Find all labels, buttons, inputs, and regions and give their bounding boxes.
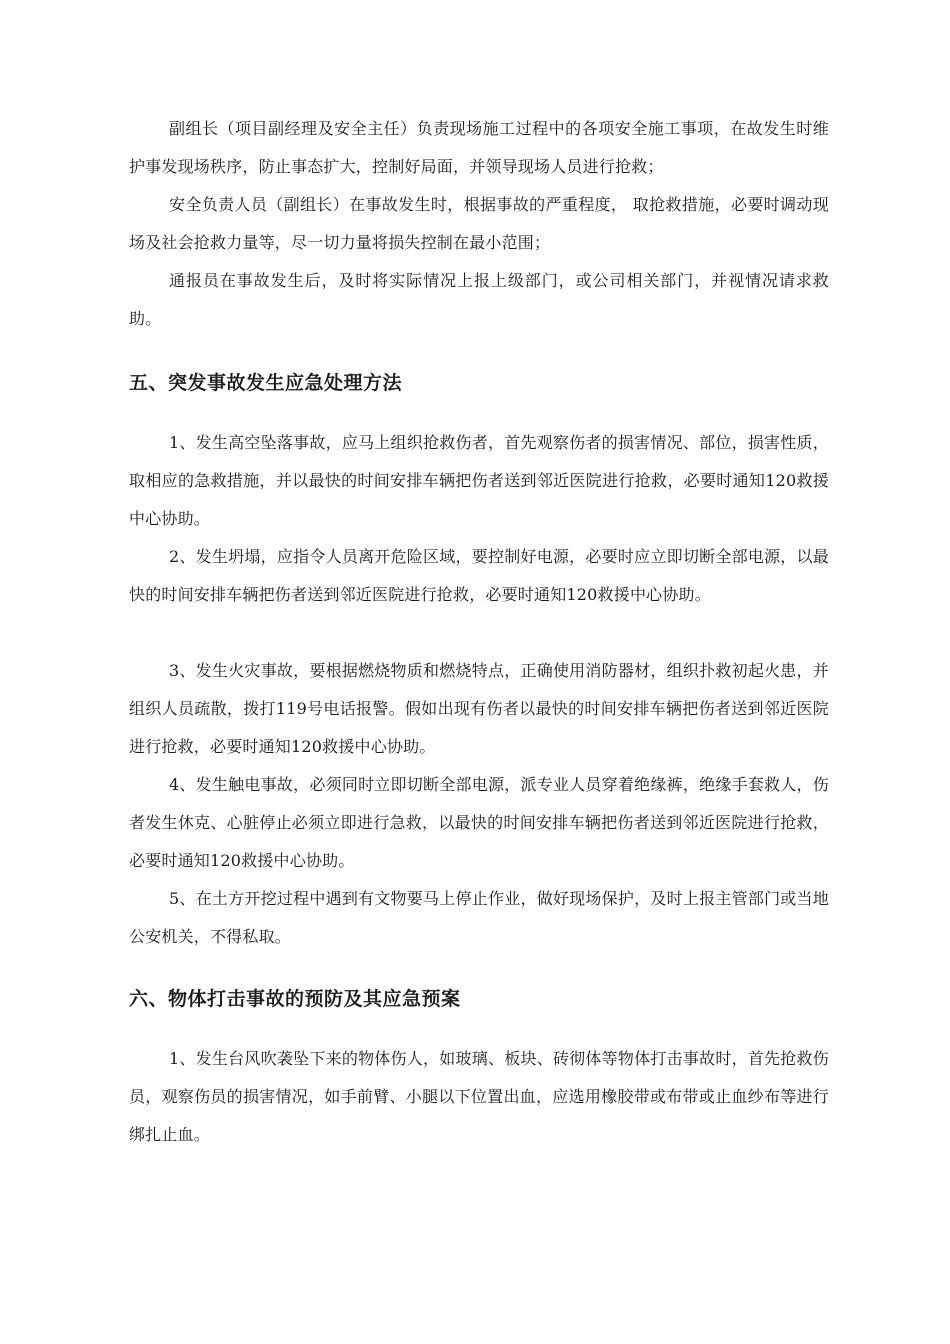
paragraph-safety-officer: 安全负责人员（副组长）在事故发生时，根据事故的严重程度， 取抢救措施，必要时调动现场及社会抢救力量等，尽一切力量将损失控制在最小范围； (129, 195, 829, 252)
paragraph-deputy-leader: 副组长（项目副经理及安全主任）负责现场施工过程中的各项安全施工事项，在故发生时维护事发现场秩序，防止事态扩大，控制好局面，并领导现场人员进行抢救； (129, 119, 829, 176)
list-item-fall-accident: 1、发生高空坠落事故，应马上组织抢救伤者，首先观察伤者的损害情况、部位，损害性质，取相应的急救措施，并以最快的时间安排车辆把伤者送到邻近医院进行抢救，必要时通知120救援中心协助。 (129, 433, 829, 528)
list-item-cultural-relics: 5、在土方开挖过程中遇到有文物要马上停止作业，做好现场保护，及时上报主管部门或当地公安机关，不得私取。 (129, 889, 829, 946)
section-heading-emergency-handling: 五、突发事故发生应急处理方法 (129, 372, 403, 394)
paragraph-reporter: 通报员在事故发生后，及时将实际情况上报上级部门，或公司相关部门，并视情况请求救助。 (129, 271, 829, 328)
list-item-fire: 3、发生火灾事故，要根据燃烧物质和燃烧特点，正确使用消防器材，组织扑救初起火患，并组织人员疏散，拨打119号电话报警。假如出现有伤者以最快的时间安排车辆把伤者送到邻近医院进行抢救，必要时通知120救援中心协助。 (129, 661, 829, 756)
section-heading-object-strike: 六、物体打击事故的预防及其应急预案 (129, 988, 461, 1010)
list-item-electric-shock: 4、发生触电事故，必须同时立即切断全部电源，派专业人员穿着绝缘裤，绝缘手套救人，伤者发生休克、心脏停止必须立即进行急救，以最快的时间安排车辆把伤者送到邻近医院进行抢救，必要时通知120救援中心协助。 (129, 775, 829, 870)
list-item-collapse: 2、发生坍塌，应指令人员离开危险区域，要控制好电源，必要时应立即切断全部电源，以最快的时间安排车辆把伤者送到邻近医院进行抢救，必要时通知120救援中心协助。 (129, 547, 829, 604)
list-item-typhoon-falling-objects: 1、发生台风吹袭坠下来的物体伤人，如玻璃、板块、砖彻体等物体打击事故时，首先抢救伤员，观察伤员的损害情况，如手前臂、小腿以下位置出血，应选用橡胶带或布带或止血纱布等进行绑扎止血。 (129, 1049, 829, 1144)
